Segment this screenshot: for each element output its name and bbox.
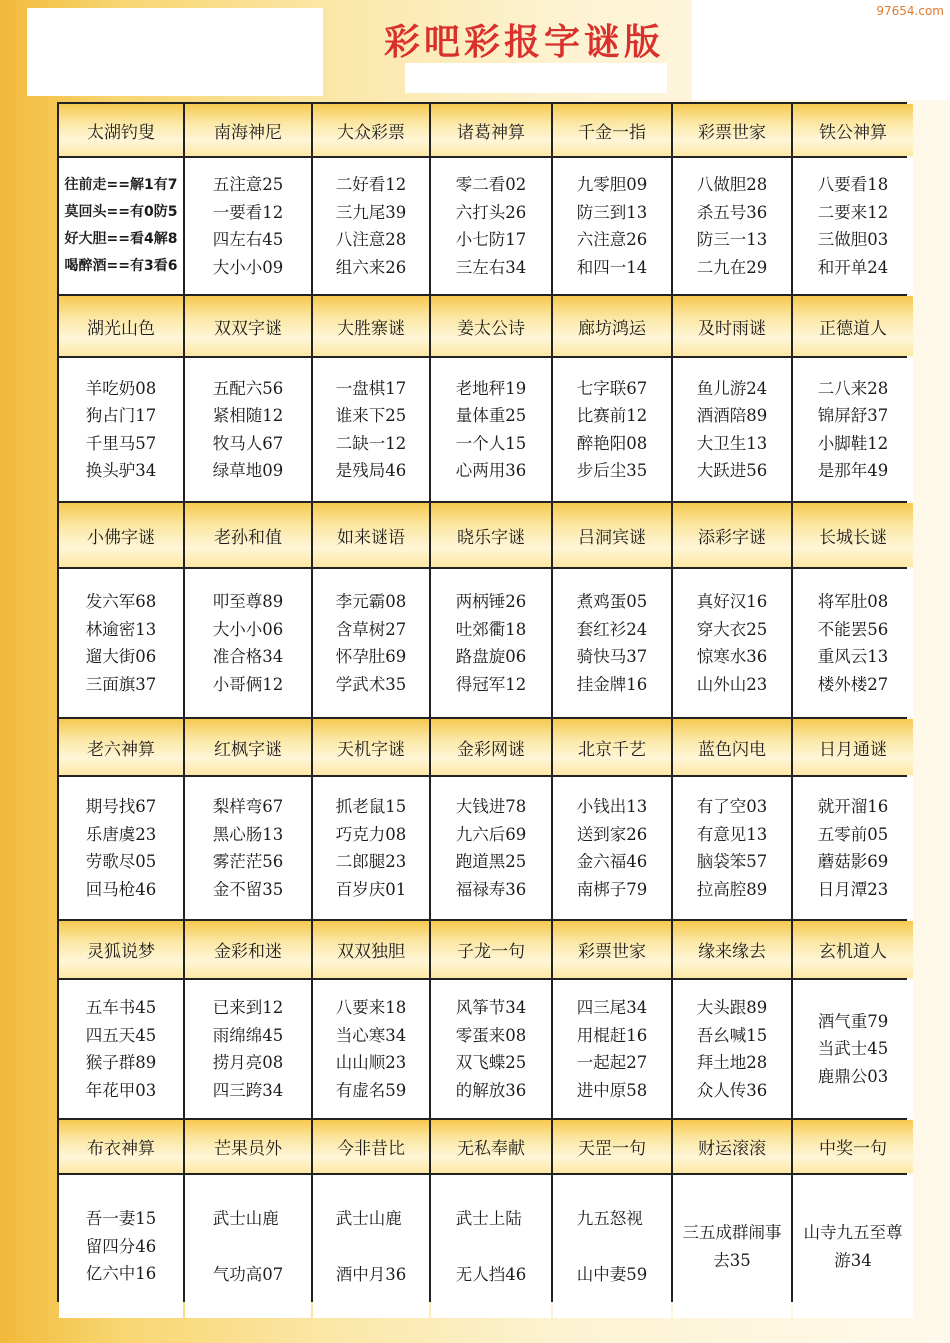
riddle-line: 五配六56 [212,378,284,398]
riddle-line: 武士山鹿 [335,1209,402,1228]
riddle-line: 五零前05 [817,824,889,844]
riddle-cell [313,569,429,717]
riddle-line: 是残局46 [335,461,407,480]
column-header: 诸葛神算 [431,104,551,156]
riddle-line: 拉高腔89 [696,879,768,899]
riddle-line: 捞月亮08 [212,1053,284,1072]
column-header: 金彩和迷 [185,921,311,978]
riddle-line: 牧马人67 [212,433,284,453]
riddle-line: 四三跨34 [212,1080,284,1100]
riddle-line: 五车书45 [85,998,157,1017]
riddle-line: 一起起27 [576,1053,648,1072]
riddle-line: 当心寒34 [335,1025,407,1045]
riddle-line: 金六福46 [576,852,648,871]
riddle-line: 三面旗37 [85,674,157,694]
riddle-cell [553,358,671,501]
riddle-cell [431,158,551,294]
riddle-line: 山外山23 [696,674,768,694]
riddle-cell [185,1175,311,1318]
riddle-cell [793,1175,913,1318]
riddle-table [57,102,907,1302]
riddle-line: 莫回头==有0防5 [64,204,178,220]
riddle-line: 一盘棋17 [335,378,407,398]
riddle-cell [59,777,183,919]
riddle-line: 脑袋笨57 [696,852,768,871]
riddle-line: 心两用36 [455,461,527,480]
column-header: 太湖钓叟 [59,104,183,156]
riddle-line: 武士上陆 [455,1209,522,1228]
riddle-line: 学武术35 [335,674,407,694]
riddle-line: 二缺一12 [335,433,407,453]
riddle-line: 吐郊衢18 [455,619,527,639]
riddle-cell [673,358,791,501]
riddle-line: 武士山鹿 [212,1209,279,1228]
riddle-line: 九五怒视 [576,1209,643,1228]
riddle-line: 林逾密13 [85,619,157,639]
column-header: 日月通谜 [793,719,913,775]
column-header: 及时雨谜 [673,296,791,356]
riddle-line: 喝醉酒==有3看6 [64,258,178,274]
page-title: 彩吧彩报字谜版 [383,22,664,63]
riddle-line: 千里马57 [85,433,157,453]
riddle-line: 骑快马37 [576,647,648,666]
column-header: 玄机道人 [793,921,913,978]
riddle-line: 羊吃奶08 [85,378,157,398]
riddle-line: 南梆子79 [576,879,648,899]
riddle-cell [313,777,429,919]
column-header: 财运滚滚 [673,1120,791,1173]
riddle-cell [313,1175,429,1318]
riddle-line: 得冠军12 [455,674,527,694]
column-header: 子龙一句 [431,921,551,978]
riddle-line: 期号找67 [85,797,157,816]
riddle-line: 有意见13 [696,824,768,844]
riddle-line: 老地秤19 [455,378,527,398]
riddle-line: 大头跟89 [696,998,768,1017]
riddle-line: 二郎腿23 [335,852,407,871]
riddle-cell [431,358,551,501]
watermark-text: 97654.com [876,4,944,18]
riddle-cell [793,777,913,919]
riddle-line: 四三尾34 [576,998,648,1017]
riddle-line: 防三到13 [576,202,648,222]
riddle-line: 有虚名59 [335,1080,407,1100]
column-header: 南海神尼 [185,104,311,156]
riddle-cell [673,158,791,294]
riddle-line: 楼外楼27 [817,674,889,694]
riddle-cell [313,358,429,501]
column-header: 无私奉献 [431,1120,551,1173]
riddle-line: 好大胆==看4解8 [64,231,178,247]
column-header: 今非昔比 [313,1120,429,1173]
riddle-line: 路盘旋06 [455,647,527,666]
riddle-line: 七字联67 [576,378,648,398]
column-header: 长城长谜 [793,503,913,567]
riddle-line: 比赛前12 [576,406,648,425]
riddle-line: 套红衫24 [576,619,648,639]
riddle-line: 鱼儿游24 [696,378,768,398]
column-header: 红枫字谜 [185,719,311,775]
riddle-cell [185,980,311,1118]
column-header: 小佛字谜 [59,503,183,567]
riddle-line: 猴子群89 [85,1053,157,1072]
riddle-line: 酒中月36 [335,1264,407,1284]
riddle-line: 一个人15 [455,433,527,453]
column-header: 老六神算 [59,719,183,775]
riddle-line: 巧克力08 [335,824,407,844]
column-header: 彩票世家 [673,104,791,156]
riddle-line: 抓老鼠15 [335,797,407,816]
column-header: 姜太公诗 [431,296,551,356]
riddle-line: 九零胆09 [576,175,648,194]
riddle-line: 零蛋来08 [455,1025,527,1045]
riddle-line: 量体重25 [455,406,527,425]
riddle-line: 乐唐虞23 [85,824,157,844]
column-header: 中奖一句 [793,1120,913,1173]
riddle-line: 雾茫茫56 [212,852,284,871]
column-header: 彩票世家 [553,921,671,978]
column-header: 吕洞宾谜 [553,503,671,567]
blank-subtitle-area [405,63,667,93]
riddle-cell [313,158,429,294]
riddle-line: 亿六中16 [85,1264,157,1284]
riddle-line: 双飞蝶25 [455,1053,527,1072]
riddle-line: 真好汉16 [696,592,768,611]
riddle-line: 回马枪46 [85,879,157,899]
riddle-line: 重风云13 [817,647,889,666]
riddle-cell [431,777,551,919]
column-header: 灵狐说梦 [59,921,183,978]
riddle-line: 送到家26 [576,824,648,844]
riddle-cell [793,158,913,294]
riddle-line: 小七防17 [455,230,527,249]
riddle-line: 酒气重79 [817,1011,889,1031]
riddle-line: 一要看12 [212,202,284,222]
column-header: 老孙和值 [185,503,311,567]
riddle-cell [553,158,671,294]
riddle-line: 小脚鞋12 [817,433,889,453]
riddle-line: 二要来12 [817,202,889,222]
riddle-cell [673,1175,791,1318]
riddle-line: 谁来下25 [335,406,407,425]
riddle-line: 无人挡46 [455,1264,527,1284]
riddle-line: 三左右34 [455,257,527,277]
column-header: 天罡一句 [553,1120,671,1173]
column-header: 大众彩票 [313,104,429,156]
riddle-cell [59,158,183,294]
riddle-line: 惊寒水36 [696,647,768,666]
riddle-line: 大卫生13 [696,433,768,453]
column-header: 铁公神算 [793,104,913,156]
riddle-line: 年花甲03 [85,1080,157,1100]
riddle-line: 拜土地28 [696,1053,768,1072]
riddle-line: 用棍赶16 [576,1025,648,1045]
riddle-cell [431,569,551,717]
riddle-line: 三五成群闹事去35 [682,1223,782,1270]
column-header: 正德道人 [793,296,913,356]
column-header: 添彩字谜 [673,503,791,567]
riddle-line: 风筝节34 [455,998,527,1017]
riddle-cell [793,358,913,501]
riddle-line: 两柄锤26 [455,592,527,611]
riddle-cell [793,569,913,717]
riddle-line: 四五天45 [85,1025,157,1045]
riddle-cell [673,569,791,717]
column-header: 蓝色闪电 [673,719,791,775]
riddle-line: 和开单24 [817,257,889,277]
riddle-line: 绿草地09 [212,461,284,480]
riddle-line: 挂金牌16 [576,674,648,694]
riddle-line: 金不留35 [212,879,284,899]
riddle-line: 组六来26 [335,257,407,277]
riddle-line: 防三一13 [696,230,768,249]
riddle-line: 大小小09 [212,257,284,277]
column-header: 廊坊鸿运 [553,296,671,356]
riddle-line: 紧相随12 [212,406,284,425]
riddle-cell [59,1175,183,1318]
column-header: 北京千艺 [553,719,671,775]
riddle-line: 已来到12 [212,998,284,1017]
riddle-cell [185,158,311,294]
column-header: 双双独胆 [313,921,429,978]
riddle-line: 锦屏舒37 [817,406,889,425]
riddle-cell [185,777,311,919]
riddle-line: 怀孕肚69 [335,647,407,666]
riddle-line: 准合格34 [212,647,284,666]
riddle-line: 山寺九五至尊游34 [803,1223,903,1270]
riddle-line: 的解放36 [455,1080,527,1100]
column-header: 天机字谜 [313,719,429,775]
riddle-line: 气功高07 [212,1264,284,1284]
column-header: 大胜寨谜 [313,296,429,356]
riddle-line: 二九在29 [696,257,768,277]
column-header: 芒果员外 [185,1120,311,1173]
riddle-line: 百岁庆01 [335,879,407,899]
riddle-line: 换头驴34 [85,461,157,480]
riddle-line: 黑心肠13 [212,824,284,844]
riddle-line: 福禄寿36 [455,879,527,899]
riddle-cell [553,569,671,717]
riddle-line: 二好看12 [335,175,407,194]
riddle-line: 不能罢56 [817,619,889,639]
riddle-line: 众人传36 [696,1080,768,1100]
column-header: 缘来缘去 [673,921,791,978]
riddle-cell [59,358,183,501]
riddle-line: 八要来18 [335,998,407,1017]
riddle-line: 雨绵绵45 [212,1025,284,1045]
riddle-line: 大小小06 [212,619,284,639]
riddle-cell [59,980,183,1118]
riddle-line: 大跃进56 [696,461,768,480]
riddle-cell [185,569,311,717]
riddle-cell [431,980,551,1118]
riddle-line: 发六军68 [85,592,157,611]
riddle-line: 有了空03 [696,797,768,816]
column-header: 千金一指 [553,104,671,156]
riddle-line: 四左右45 [212,230,284,249]
riddle-cell [553,980,671,1118]
riddle-line: 是那年49 [817,461,889,480]
riddle-line: 零二看02 [455,175,527,194]
riddle-cell [313,980,429,1118]
riddle-line: 八做胆28 [696,175,768,194]
riddle-line: 进中原58 [576,1080,648,1100]
riddle-line: 劳歌尽05 [85,852,157,871]
blank-header-area-left [27,8,323,96]
riddle-line: 三九尾39 [335,202,407,222]
riddle-line: 梨样弯67 [212,797,284,816]
riddle-line: 日月潭23 [817,879,889,899]
riddle-line: 李元霸08 [335,592,407,611]
riddle-line: 蘑菇影69 [817,852,889,871]
riddle-line: 就开溜16 [817,797,889,816]
riddle-cell [59,569,183,717]
riddle-line: 煮鸡蛋05 [576,592,648,611]
riddle-line: 八注意28 [335,230,407,249]
riddle-line: 五注意25 [212,175,284,194]
riddle-line: 含草树27 [335,619,407,639]
riddle-line: 大钱进78 [455,797,527,816]
riddle-line: 酒酒陪89 [696,406,768,425]
riddle-line: 留四分46 [85,1236,157,1256]
riddle-line: 狗占门17 [85,406,157,425]
riddle-line: 吾一妻15 [85,1209,157,1229]
column-header: 双双字谜 [185,296,311,356]
riddle-line: 醉艳阳08 [576,433,648,453]
riddle-line: 鹿鼎公03 [817,1066,889,1086]
riddle-line: 六打头26 [455,202,527,222]
column-header: 如来谜语 [313,503,429,567]
riddle-line: 八要看18 [817,175,889,194]
riddle-line: 叩至尊89 [212,592,284,611]
riddle-cell [673,980,791,1118]
column-header: 晓乐字谜 [431,503,551,567]
riddle-cell [185,358,311,501]
riddle-cell [793,980,913,1118]
riddle-line: 跑道黑25 [455,852,527,871]
riddle-line: 遛大街06 [85,647,157,666]
riddle-line: 穿大衣25 [696,619,768,639]
riddle-cell [431,1175,551,1318]
riddle-cell [553,777,671,919]
riddle-line: 往前走==解1有7 [64,177,178,193]
riddle-line: 和四一14 [576,257,648,277]
riddle-line: 山中妻59 [576,1264,648,1284]
riddle-line: 小哥俩12 [212,674,284,694]
riddle-line: 将军肚08 [817,592,889,611]
riddle-line: 六注意26 [576,230,648,249]
riddle-line: 二八来28 [817,378,889,398]
riddle-line: 吾幺喊15 [696,1025,768,1045]
column-header: 湖光山色 [59,296,183,356]
riddle-line: 步后尘35 [576,461,648,480]
riddle-line: 山山顺23 [335,1053,407,1072]
column-header: 金彩网谜 [431,719,551,775]
riddle-line: 当武士45 [817,1039,889,1059]
riddle-line: 九六后69 [455,824,527,844]
riddle-cell [553,1175,671,1318]
riddle-line: 三做胆03 [817,230,889,249]
riddle-cell [673,777,791,919]
riddle-line: 杀五号36 [696,202,768,222]
column-header: 布衣神算 [59,1120,183,1173]
riddle-line: 小钱出13 [576,797,648,816]
